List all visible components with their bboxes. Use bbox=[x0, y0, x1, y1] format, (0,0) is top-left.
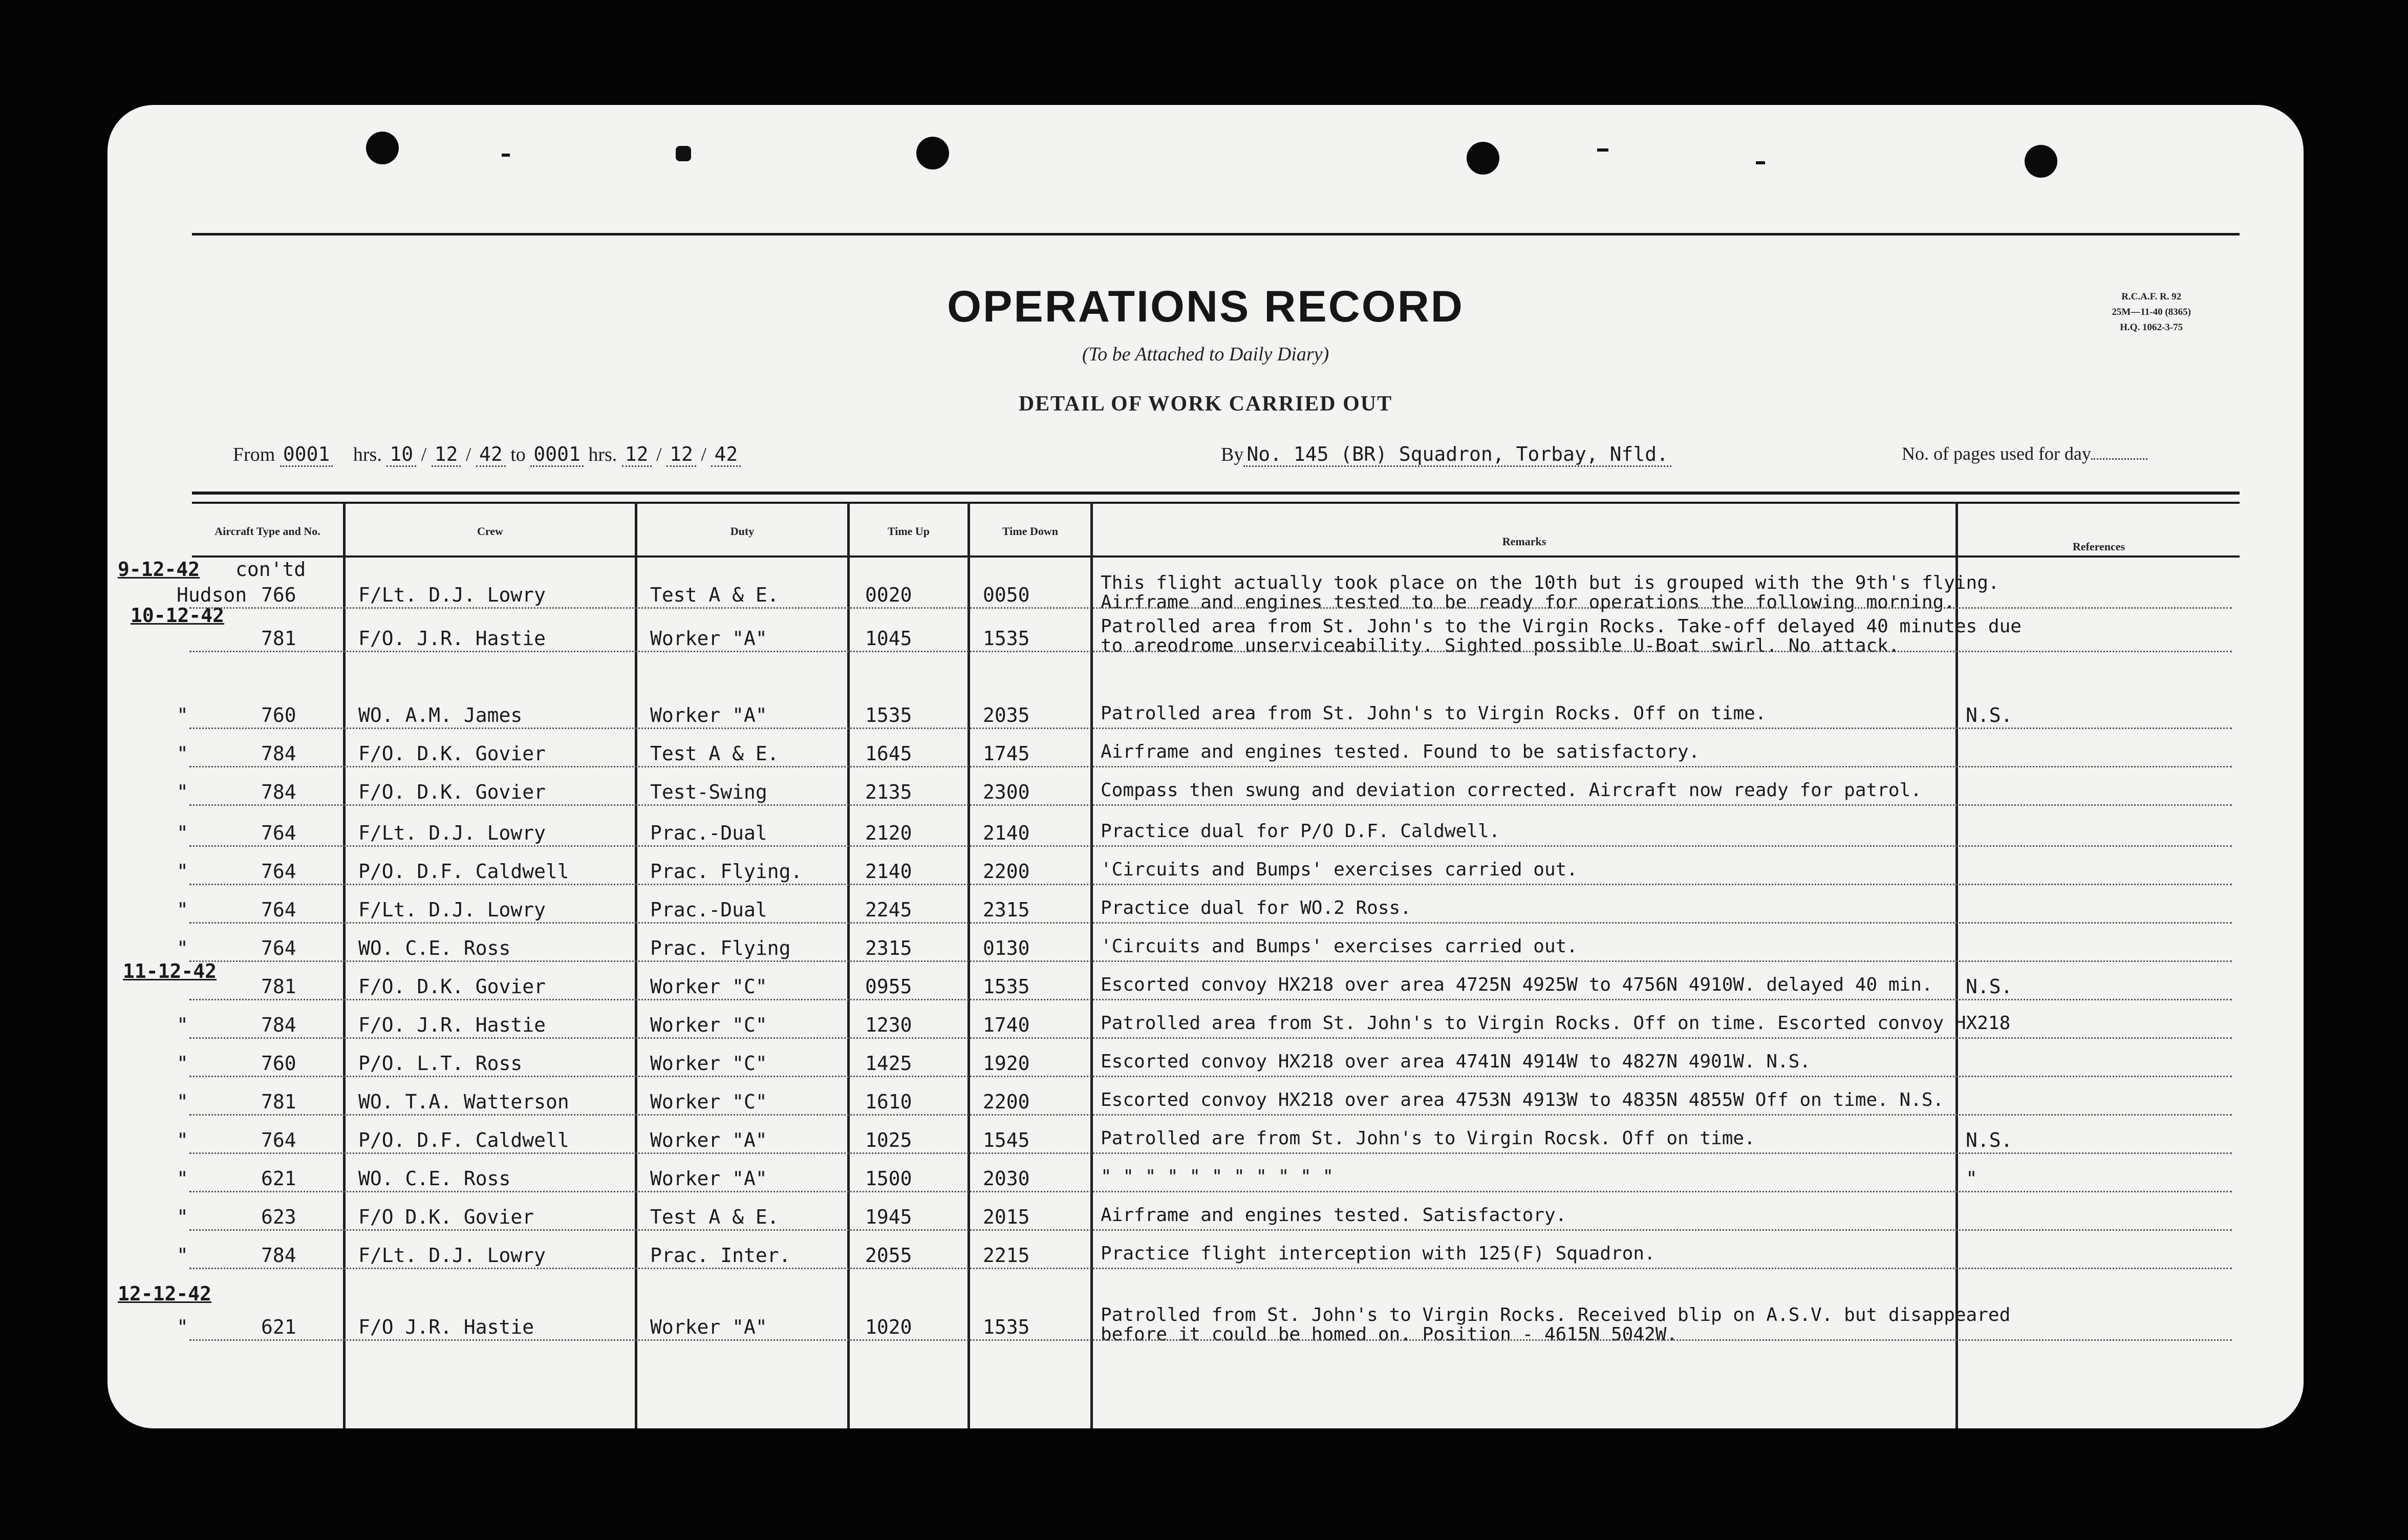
time-down-cell: 1535 bbox=[983, 1316, 1030, 1338]
aircraft-no: 764 bbox=[261, 822, 296, 844]
time-up-cell: 2245 bbox=[865, 899, 912, 921]
remarks-cell: Practice dual for P/O D.F. Caldwell. bbox=[1101, 821, 1500, 842]
col-duty: Duty bbox=[730, 525, 755, 538]
duty-cell: Prac.-Dual bbox=[650, 822, 767, 844]
crew-cell: P/O. D.F. Caldwell bbox=[358, 860, 569, 883]
crew-cell: F/O J.R. Hastie bbox=[358, 1316, 534, 1338]
time-down-cell: 2200 bbox=[983, 1090, 1030, 1113]
time-up-cell: 2055 bbox=[865, 1244, 912, 1267]
remarks-cell: Escorted convoy HX218 over area 4741N 4914W to 4827N 4901W. N.S. bbox=[1101, 1051, 1811, 1072]
time-up-cell: 1535 bbox=[865, 704, 912, 726]
duty-cell: Test A & E. bbox=[650, 1206, 779, 1228]
remarks-cell: Airframe and engines tested. Found to be satisfactory. bbox=[1101, 741, 1700, 762]
duty-cell: Worker "A" bbox=[650, 627, 767, 650]
time-down-cell: 1920 bbox=[983, 1052, 1030, 1075]
remarks-cell: Escorted convoy HX218 over area 4753N 4913W to 4835N 4855W Off on time. N.S. bbox=[1101, 1089, 1944, 1110]
crew-cell: WO. C.E. Ross bbox=[358, 1167, 511, 1190]
aircraft-type: " bbox=[177, 781, 188, 803]
remarks-cell: Patrolled area from St. John's to Virgin Rocks. Off on time. Escorted convoy HX218 bbox=[1101, 1013, 2011, 1034]
reference-cell: N.S. bbox=[1966, 975, 2013, 998]
aircraft-no: 621 bbox=[261, 1316, 296, 1338]
col-time-down: Time Down bbox=[1002, 525, 1058, 538]
time-up-cell: 1945 bbox=[865, 1206, 912, 1228]
time-up-cell: 1610 bbox=[865, 1090, 912, 1113]
aircraft-no: 760 bbox=[261, 704, 296, 726]
aircraft-type: " bbox=[177, 822, 188, 844]
time-up-cell: 1020 bbox=[865, 1316, 912, 1338]
duty-cell: Prac.-Dual bbox=[650, 899, 767, 921]
aircraft-no: 764 bbox=[261, 937, 296, 959]
aircraft-no: 784 bbox=[261, 1014, 296, 1036]
aircraft-type: " bbox=[177, 899, 188, 921]
crew-cell: P/O. L.T. Ross bbox=[358, 1052, 523, 1075]
aircraft-no: 784 bbox=[261, 1244, 296, 1267]
remarks-cell: to areodrome unserviceability. Sighted possible U-Boat swirl. No attack. bbox=[1101, 635, 1900, 656]
aircraft-no: 621 bbox=[261, 1167, 296, 1190]
crew-cell: F/O. J.R. Hastie bbox=[358, 627, 546, 650]
punch-hole bbox=[366, 132, 399, 164]
crew-cell: F/Lt. D.J. Lowry bbox=[358, 899, 546, 921]
remarks-cell: 'Circuits and Bumps' exercises carried out. bbox=[1101, 936, 1578, 957]
time-up-cell: 1230 bbox=[865, 1014, 912, 1036]
duty-cell: Prac. Flying. bbox=[650, 860, 803, 883]
time-up-cell: 2120 bbox=[865, 822, 912, 844]
aircraft-type: " bbox=[177, 1052, 188, 1075]
aircraft-no: 784 bbox=[261, 781, 296, 803]
aircraft-type: " bbox=[177, 1167, 188, 1190]
crew-cell: F/Lt. D.J. Lowry bbox=[358, 1244, 546, 1267]
crew-cell: F/O. D.K. Govier bbox=[358, 781, 546, 803]
col-aircraft: Aircraft Type and No. bbox=[214, 525, 320, 538]
page-title: OPERATIONS RECORD bbox=[947, 282, 1464, 331]
crew-cell: F/O D.K. Govier bbox=[358, 1206, 534, 1228]
col-references: References bbox=[2072, 540, 2125, 553]
time-up-cell: 2135 bbox=[865, 781, 912, 803]
aircraft-type: Hudson bbox=[177, 584, 247, 606]
form-reference: R.C.A.F. R. 92 25M—11-40 (8365) H.Q. 1062-3-75 bbox=[2112, 291, 2191, 333]
remarks-cell: Patrolled area from St. John's to the Virgin Rocks. Take-off delayed 40 minutes due bbox=[1101, 616, 2022, 637]
date-marker: 10-12-42 bbox=[131, 604, 225, 627]
time-up-cell: 2315 bbox=[865, 937, 912, 959]
aircraft-no: 784 bbox=[261, 742, 296, 765]
remarks-cell: This flight actually took place on the 10th but is grouped with the 9th's flying. bbox=[1101, 572, 1999, 593]
punch-hole bbox=[1467, 142, 1499, 175]
aircraft-no: 781 bbox=[261, 975, 296, 998]
crew-cell: WO. C.E. Ross bbox=[358, 937, 511, 959]
crew-cell: WO. T.A. Watterson bbox=[358, 1090, 569, 1113]
remarks-cell: Practice dual for WO.2 Ross. bbox=[1101, 897, 1411, 918]
duty-cell: Worker "C" bbox=[650, 1090, 767, 1113]
date-marker: 9-12-42 bbox=[118, 558, 200, 581]
duty-cell: Test A & E. bbox=[650, 584, 779, 606]
time-up-cell: 1045 bbox=[865, 627, 912, 650]
aircraft-no: 764 bbox=[261, 860, 296, 883]
aircraft-no: 764 bbox=[261, 1129, 296, 1151]
aircraft-no: 781 bbox=[261, 1090, 296, 1113]
crew-cell: P/O. D.F. Caldwell bbox=[358, 1129, 569, 1151]
remarks-cell: Practice flight interception with 125(F) Squadron. bbox=[1101, 1243, 1655, 1264]
reference-cell: N.S. bbox=[1966, 1129, 2013, 1151]
aircraft-type: " bbox=[177, 1316, 188, 1338]
pages-line: No. of pages used for day bbox=[1902, 443, 2147, 464]
time-up-cell: 2140 bbox=[865, 860, 912, 883]
crew-cell: F/O. J.R. Hastie bbox=[358, 1014, 546, 1036]
time-down-cell: 1535 bbox=[983, 627, 1030, 650]
duty-cell: Test-Swing bbox=[650, 781, 767, 803]
date-marker: 11-12-42 bbox=[123, 960, 217, 982]
aircraft-no: 781 bbox=[261, 627, 296, 650]
remarks-cell: Patrolled are from St. John's to Virgin Rocsk. Off on time. bbox=[1101, 1128, 1755, 1149]
remarks-cell: Patrolled area from St. John's to Virgin Rocks. Off on time. bbox=[1101, 703, 1767, 724]
duty-cell: Prac. Flying bbox=[650, 937, 791, 959]
duty-cell: Worker "A" bbox=[650, 704, 767, 726]
unit-line: By No. 145 (BR) Squadron, Torbay, Nfld. bbox=[1221, 443, 1671, 466]
remarks-cell: Airframe and engines tested. Satisfactory. bbox=[1101, 1205, 1567, 1226]
crew-cell: F/Lt. D.J. Lowry bbox=[358, 584, 546, 606]
duty-cell: Worker "A" bbox=[650, 1129, 767, 1151]
date-marker: 12-12-42 bbox=[118, 1282, 212, 1305]
aircraft-type: " bbox=[177, 742, 188, 765]
remarks-cell: Compass then swung and deviation corrected. Aircraft now ready for patrol. bbox=[1101, 780, 1922, 801]
operations-record-card: OPERATIONS RECORD (To be Attached to Daily Diary) DETAIL OF WORK CARRIED OUT R.C.A.F. R. 92 25M—11-40 (8365) H.Q. 1062-3-75 From 0001 hrs. 10 / 12 / 42 to 0001 hrs. 12 / 12 / 42 By No. 145 (BR) Squadron, Torbay, Nfld. No. of pages used for day Aircraft Type and No. Crew Duty Time Up Time Down Remarks References 9-12-42 con'td 10-12-42 11-12-42 12-12-42 Hudson 766 F/Lt. D.J. Lowry Test A & E. 0020 0050 This flight actually took place on the 10th but is grouped with the 9th's flying. Airframe and engines tested to be ready for operations the following morning. 781 F/O. J.R. Hastie Worker "A" 1045 1535 Patrolled area from St. John's to the Virgin Rocks. Take-off delayed 40 minutes due to areodrome unserviceability. Sighted possible U-Boat swirl. No attack. " 760 WO. A.M. James Worker "A" 1535 2035 N.S. Patrolled area from St. John's to Virgin Rocks. Off on time. " 784 F/O. D.K. Govier Test A & E. 1645 1745 Airframe and engines tested. Found to be satisfactory. " 784 F/O. D.K. Govier Test-Swing 2135 2300 Compass then swung and deviation corrected. Aircraft now ready for patrol. " 764 F/Lt. D.J. Lowry Prac.-Dual 2120 2140 Practice dual for P/O D.F. Caldwell. " 764 P/O. D.F. Caldwell Prac. Flying. 2140 2200 'Circuits and Bumps' exercises carried out. " 764 F/Lt. D.J. Lowry Prac.-Dual 2245 2315 Practice dual for WO.2 Ross. " 764 WO. C.E. Ross Prac. Flying 2315 0130 'Circuits and Bumps' exercises carried out. 781 F/O. D.K. Govier Worker "C" 0955 1535 N.S. Escorted convoy HX218 over area 4725N 4925W to 4756N 4910W. delayed 40 min. " 784 F/O. J.R. Hastie Worker "C" 1230 1740 Patrolled area from St. John's to Virgin Rocks. Off on time. Escorted convoy HX218 " 760 P/O. L.T. Ross Worker "C" 1425 1920 Escorted convoy HX218 over area 4741N 4914W to 4827N 4901W. N.S. " 781 WO. T.A. Watterson Worker "C" 1610 2200 Escorted convoy HX218 over area 4753N 4913W to 4835N 4855W Off on time. N.S. " 764 P/O. D.F. Caldwell Worker "A" 1025 1545 N.S. Patrolled are from St. John's to Virgin Rocsk. Off on time. " 621 WO. C.E. Ross Worker "A" 1500 2030 " " " " " " " " " " " " " 623 F/O D.K. Govier Test A & E. 1945 2015 Airframe and engines tested. Satisfactory. " 784 F/Lt. D.J. Lowry Prac. Inter. 2055 2215 Practice flight interception with 125(F) Squadron. " 621 F/O J.R. Hastie Worker "A" 1020 1535 Patrolled from St. John's to Virgin Rocks. Received blip on A.S.V. but disappeared before it could be homed on. Position - 4615N 5042W. bbox=[107, 105, 2304, 1428]
aircraft-no: 623 bbox=[261, 1206, 296, 1228]
remarks-cell: 'Circuits and Bumps' exercises carried out. bbox=[1101, 859, 1578, 880]
time-down-cell: 2035 bbox=[983, 704, 1030, 726]
reference-cell: " bbox=[1966, 1167, 1977, 1190]
crew-cell: F/O. D.K. Govier bbox=[358, 975, 546, 998]
duty-cell: Worker "A" bbox=[650, 1316, 767, 1338]
duty-cell: Worker "A" bbox=[650, 1167, 767, 1190]
time-up-cell: 1645 bbox=[865, 742, 912, 765]
time-down-cell: 2140 bbox=[983, 822, 1030, 844]
col-remarks: Remarks bbox=[1502, 535, 1546, 548]
crew-cell: WO. A.M. James bbox=[358, 704, 523, 726]
period-line: From 0001 hrs. 10 / 12 / 42 to 0001 hrs. 12 / 12 / 42 bbox=[233, 443, 741, 466]
aircraft-type: " bbox=[177, 1129, 188, 1151]
time-down-cell: 2030 bbox=[983, 1167, 1030, 1190]
remarks-cell: Patrolled from St. John's to Virgin Rocks. Received blip on A.S.V. but disappeared bbox=[1101, 1304, 2011, 1325]
time-down-cell: 0130 bbox=[983, 937, 1030, 959]
time-down-cell: 2215 bbox=[983, 1244, 1030, 1267]
time-up-cell: 1500 bbox=[865, 1167, 912, 1190]
time-down-cell: 1545 bbox=[983, 1129, 1030, 1151]
remarks-cell: before it could be homed on. Position - 4615N 5042W. bbox=[1101, 1324, 1678, 1345]
punch-hole bbox=[2025, 145, 2057, 178]
time-down-cell: 2315 bbox=[983, 899, 1030, 921]
aircraft-type: " bbox=[177, 1090, 188, 1113]
aircraft-type: " bbox=[177, 860, 188, 883]
duty-cell: Prac. Inter. bbox=[650, 1244, 791, 1267]
page-subtitle: (To be Attached to Daily Diary) bbox=[1082, 344, 1329, 365]
remarks-cell: Airframe and engines tested to be ready for operations the following morning. bbox=[1101, 592, 1955, 613]
aircraft-type: " bbox=[177, 937, 188, 959]
duty-cell: Worker "C" bbox=[650, 1052, 767, 1075]
col-crew: Crew bbox=[477, 525, 503, 538]
remarks-cell: Escorted convoy HX218 over area 4725N 4925W to 4756N 4910W. delayed 40 min. bbox=[1101, 974, 1933, 995]
time-down-cell: 1535 bbox=[983, 975, 1030, 998]
aircraft-type: " bbox=[177, 704, 188, 726]
time-up-cell: 0955 bbox=[865, 975, 912, 998]
col-time-up: Time Up bbox=[887, 525, 930, 538]
aircraft-no: 766 bbox=[261, 584, 296, 606]
duty-cell: Worker "C" bbox=[650, 1014, 767, 1036]
punch-hole bbox=[916, 137, 949, 169]
time-down-cell: 2200 bbox=[983, 860, 1030, 883]
aircraft-type: " bbox=[177, 1244, 188, 1267]
time-up-cell: 1025 bbox=[865, 1129, 912, 1151]
reference-cell: N.S. bbox=[1966, 704, 2013, 726]
duty-cell: Worker "C" bbox=[650, 975, 767, 998]
aircraft-no: 764 bbox=[261, 899, 296, 921]
aircraft-no: 760 bbox=[261, 1052, 296, 1075]
crew-cell: F/O. D.K. Govier bbox=[358, 742, 546, 765]
time-down-cell: 2015 bbox=[983, 1206, 1030, 1228]
duty-cell: Test A & E. bbox=[650, 742, 779, 765]
time-up-cell: 0020 bbox=[865, 584, 912, 606]
time-down-cell: 2300 bbox=[983, 781, 1030, 803]
remarks-cell: " " " " " " " " " " " bbox=[1101, 1166, 1334, 1187]
section-title: DETAIL OF WORK CARRIED OUT bbox=[1018, 392, 1393, 416]
aircraft-type: " bbox=[177, 1014, 188, 1036]
time-up-cell: 1425 bbox=[865, 1052, 912, 1075]
time-down-cell: 1745 bbox=[983, 742, 1030, 765]
time-down-cell: 1740 bbox=[983, 1014, 1030, 1036]
time-down-cell: 0050 bbox=[983, 584, 1030, 606]
crew-cell: F/Lt. D.J. Lowry bbox=[358, 822, 546, 844]
aircraft-type: " bbox=[177, 1206, 188, 1228]
